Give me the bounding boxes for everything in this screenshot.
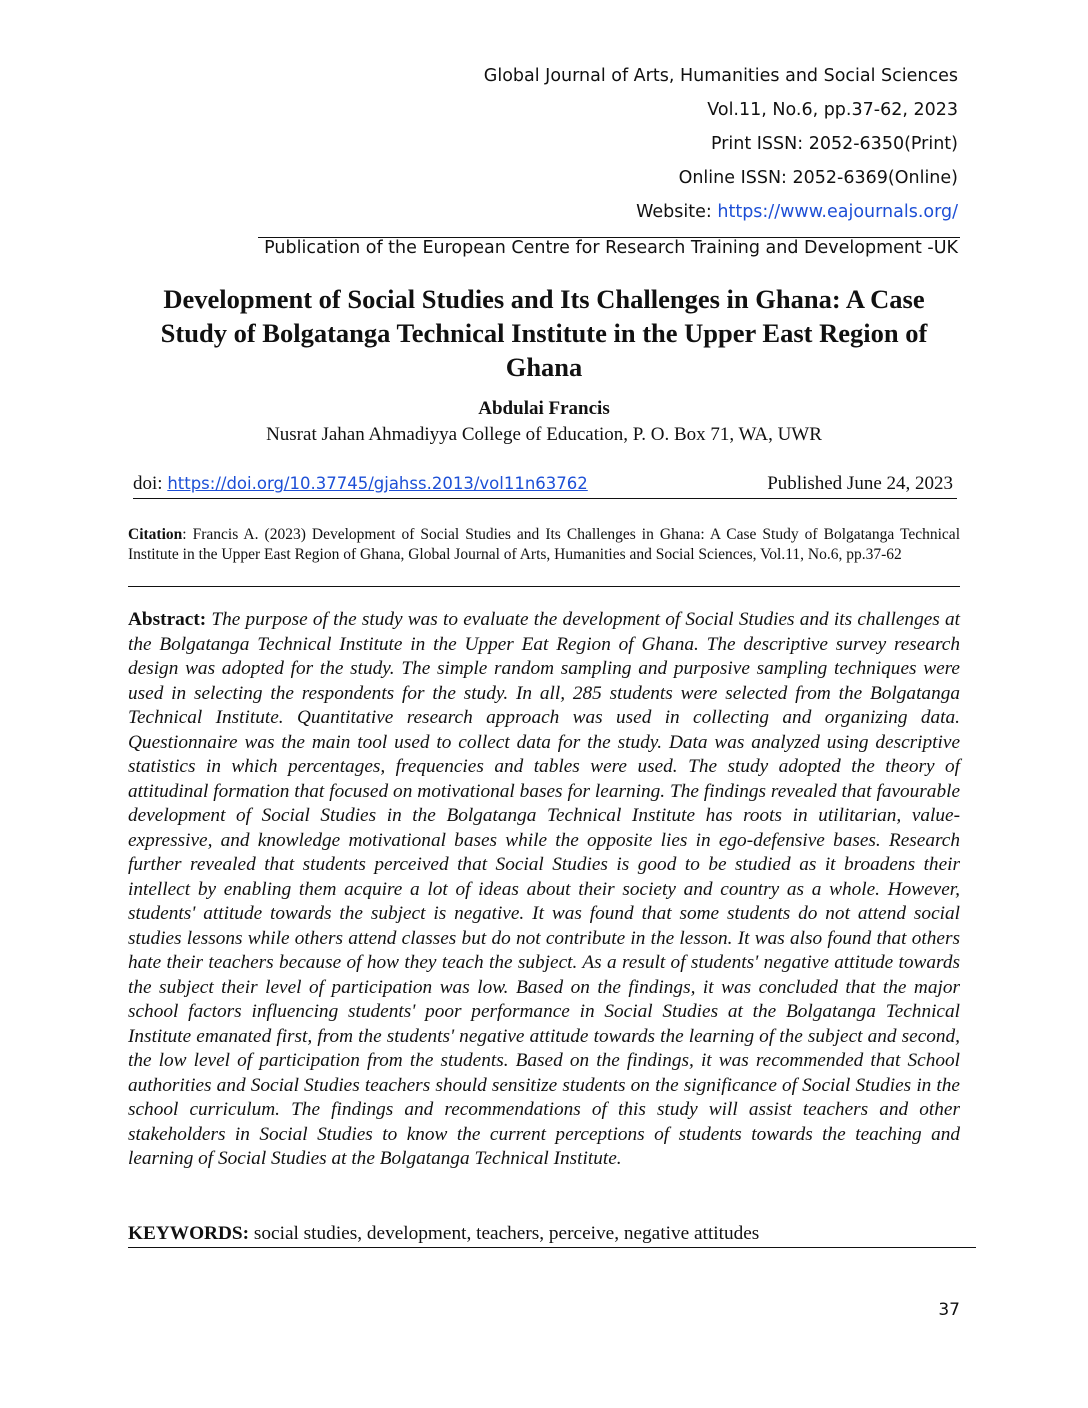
abstract-block: [128, 608, 960, 1172]
citation-block: [128, 525, 960, 565]
abstract-label: Abstract:: [128, 609, 207, 630]
publisher-line: Publication of the European Centre for Research Training and Development -UK: [264, 238, 958, 258]
citation-text: : Francis A. (2023) Development of Social Studies and Its Challenges in Ghana: A Case Study of Bolgatanga Technical Institute in the Upper East Region of Ghana, Global Journal of Arts, Humanities and Social Sciences, Vol.11, No.6, pp.37-62: [128, 526, 960, 563]
website-link[interactable]: https://www.eajournals.org/: [717, 202, 958, 222]
doi-link[interactable]: https://doi.org/10.37745/gjahss.2013/vol11n63762: [167, 474, 588, 493]
journal-name: Global Journal of Arts, Humanities and Social Sciences: [483, 66, 958, 86]
journal-masthead: [484, 62, 958, 232]
keywords-line: [128, 1222, 960, 1246]
doi-divider: [133, 498, 957, 499]
keywords-text: social studies, development, teachers, perceive, negative attitudes: [249, 1223, 760, 1244]
citation-label: Citation: [128, 526, 183, 543]
online-issn: Online ISSN: 2052-6369(Online): [678, 168, 958, 188]
author-name: Abdulai Francis: [478, 398, 610, 419]
doi-label: doi:: [133, 473, 168, 494]
page-number: 37: [938, 1300, 960, 1320]
print-issn: Print ISSN: 2052-6350(Print): [710, 134, 958, 154]
keywords-label: KEYWORDS:: [128, 1223, 250, 1244]
doi-line: [133, 473, 588, 495]
published-date: Published June 24, 2023: [767, 473, 953, 494]
website-label: Website:: [636, 202, 718, 222]
website-line: [484, 198, 958, 232]
keywords-divider: [128, 1247, 976, 1248]
abstract-text: The purpose of the study was to evaluate the development of Social Studies and its challenges at the Bolgatanga Technical Institute in the Upper Eat Region of Ghana. The descriptive survey research design was adopted for the study. The simple random sampling and purposive sampling techniques were used in selecting the respondents for the study. In all, 285 students were selected from the Bolgatanga Technical Institute. Quantitative research approach was used in collecting and organizing data. Questionnaire was the main tool used to collect data for the study. Data was analyzed using descriptive statistics in which percentages, frequencies and tables were used. The study adopted the theory of attitudinal formation that focused on motivational bases for learning. The findings revealed that favourable development of Social Studies in the Bolgatanga Technical Institute has roots in utilitarian, value-expressive, and knowledge motivational bases while the opposite lies in ego-defensive bases. Research further revealed that students perceived that Social Studies is good to be studied as it broadens their intellect by enabling them acquire a lot of ideas about their society and country as a whole. However, students' attitude towards the subject is negative. It was found that some students do not attend social studies lessons while others attend classes but do not contribute in the lesson. It was also found that others hate their teachers because of how they teach the subject. As a result of students' negative attitude towards the subject their level of participation was low. Based on the findings, it was concluded that the major school factors influencing students' poor performance in Social Studies at the Bolgatanga Technical Institute emanated first, from the students' negative attitude towards the learning of the subject and second, the low level of participation from the students. Based on the findings, it was recommended that School authorities and Social Studies teachers should sensitize students on the significance of Social Studies in the school curriculum. The findings and recommendations of this study will assist teachers and other stakeholders in Social Studies to know the current perceptions of students towards the teaching and learning of Social Studies at the Bolgatanga Technical Institute.: [128, 609, 960, 1169]
citation-divider: [128, 586, 960, 587]
article-title: Development of Social Studies and Its Challenges in Ghana: A Case Study of Bolgatanga Technical Institute in the Upper East Region of Ghana: [160, 284, 928, 382]
volume-info: Vol.11, No.6, pp.37-62, 2023: [707, 100, 958, 120]
author-affiliation: Nusrat Jahan Ahmadiyya College of Education, P. O. Box 71, WA, UWR: [266, 424, 822, 445]
